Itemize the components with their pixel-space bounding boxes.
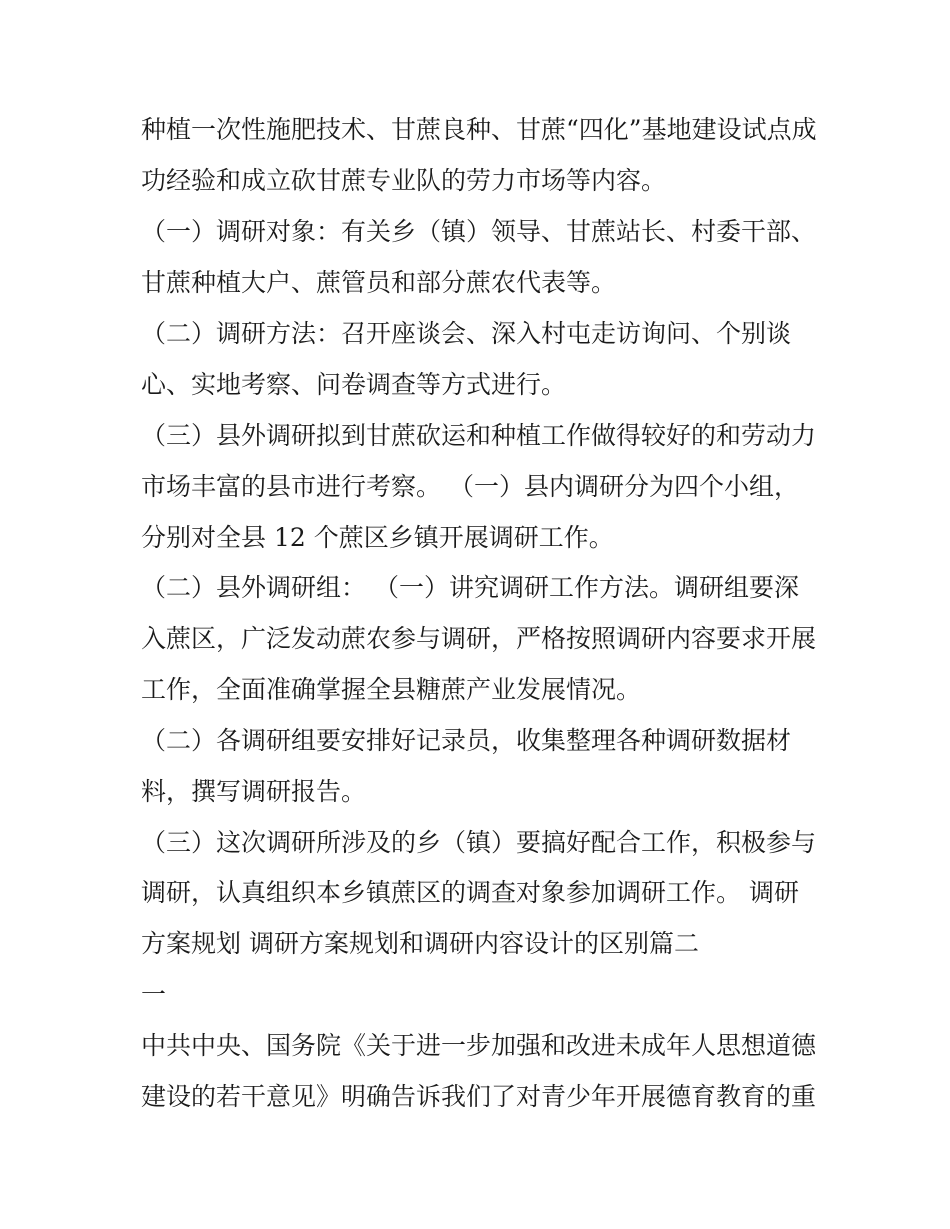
text-line: 一	[141, 980, 167, 1009]
text-line: （二）县外调研组： （一）讲究调研工作方法。调研组要深	[141, 573, 799, 602]
text-line: （一）调研对象：有关乡（镇）领导、甘蔗站长、村委干部、	[141, 217, 817, 246]
text-line: 建设的若干意见》明确告诉我们了对青少年开展德育教育的重	[141, 1082, 817, 1111]
text-line: （三）这次调研所涉及的乡（镇）要搞好配合工作，积极参与	[141, 828, 817, 857]
text-line: 调研，认真组织本乡镇蔗区的调查对象参加调研工作。 调研	[141, 878, 799, 907]
text-line: （二）调研方法：召开座谈会、深入村屯走访询问、个别谈	[141, 319, 792, 348]
text-line: 功经验和成立砍甘蔗专业队的劳力市场等内容。	[141, 166, 667, 195]
text-line: （三）县外调研拟到甘蔗砍运和种植工作做得较好的和劳动力	[141, 421, 817, 450]
text-line: 市场丰富的县市进行考察。 （一）县内调研分为四个小组，	[141, 472, 799, 501]
text-line: 分别对全县 12 个蔗区乡镇开展调研工作。	[141, 523, 614, 552]
text-line: 甘蔗种植大户、蔗管员和部分蔗农代表等。	[141, 268, 617, 297]
text-line: （二）各调研组要安排好记录员，收集整理各种调研数据材	[141, 726, 792, 755]
text-line: 方案规划 调研方案规划和调研内容设计的区别篇二	[141, 929, 699, 958]
text-line: 料，撰写调研报告。	[141, 777, 367, 806]
text-line: 入蔗区，广泛发动蔗农参与调研，严格按照调研内容要求开展	[141, 624, 817, 653]
text-line: 心、实地考察、问卷调查等方式进行。	[141, 370, 567, 399]
text-line: 工作，全面准确掌握全县糖蔗产业发展情况。	[141, 675, 642, 704]
text-line: 中共中央、国务院《关于进一步加强和改进未成年人思想道德	[141, 1031, 817, 1060]
text-line: 种植一次性施肥技术、甘蔗良种、甘蔗“四化”基地建设试点成	[141, 115, 817, 144]
